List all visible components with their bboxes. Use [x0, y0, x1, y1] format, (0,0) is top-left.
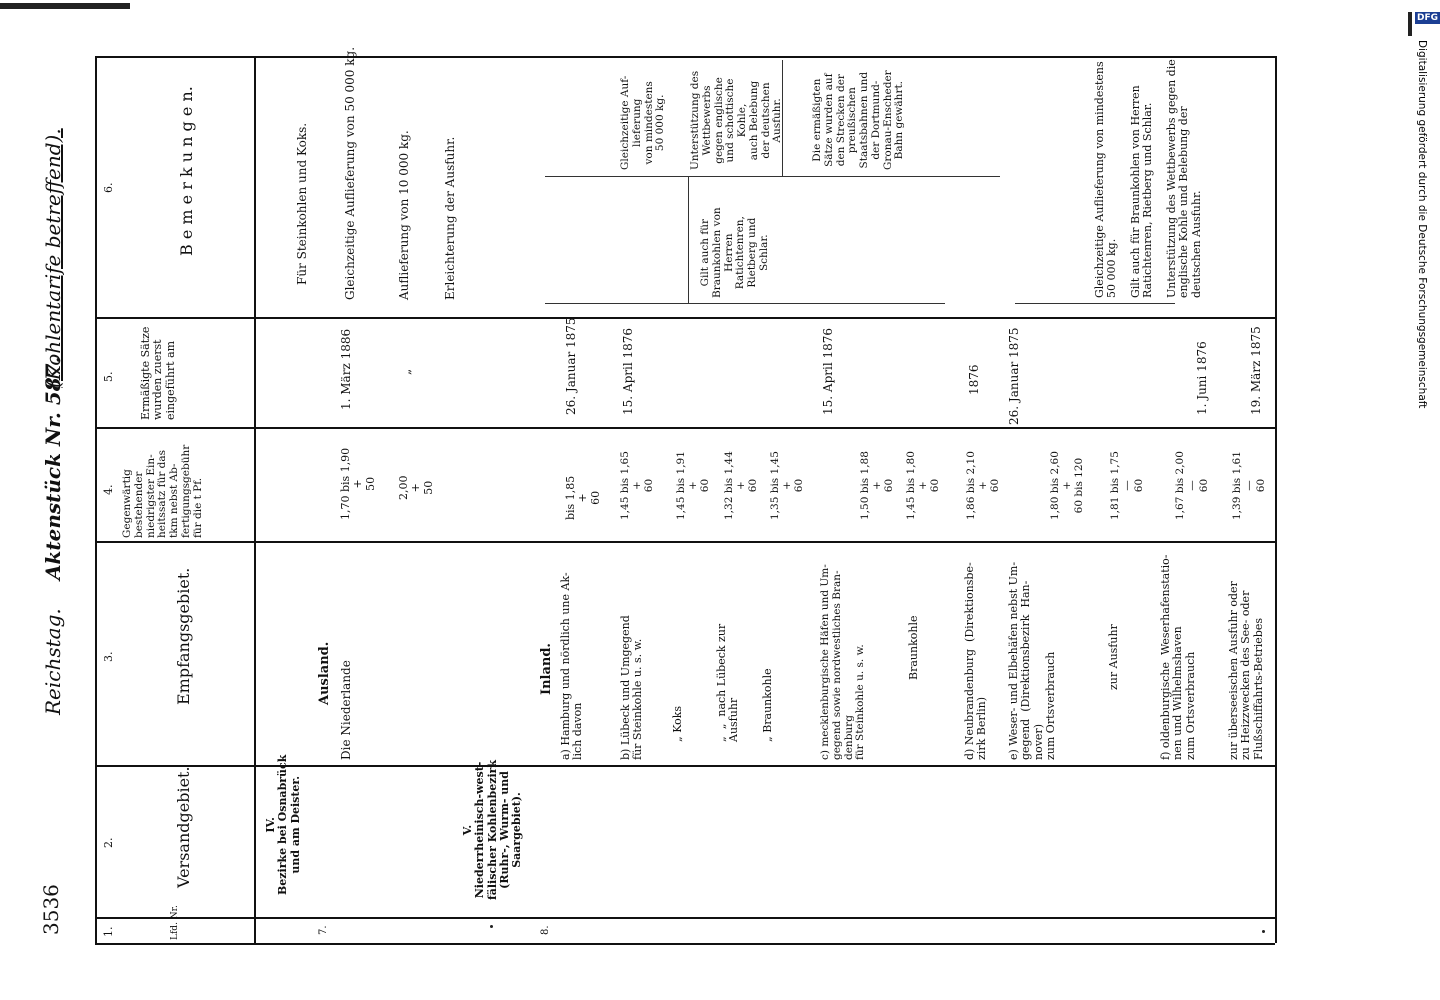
- row7-number: 7.: [318, 925, 329, 935]
- col-label-1: Lfd. Nr.: [170, 905, 180, 940]
- row8-c-datum: 15. April 1876: [821, 327, 835, 415]
- row7-satz-b: 2,00 + 50: [397, 475, 435, 500]
- col-label-6: B e m e r k u n g e n.: [177, 86, 196, 256]
- remarks-subrule-2: [545, 176, 1000, 177]
- remarks-subrule-3: [688, 176, 689, 304]
- col-label-2: Versandgebiet.: [174, 766, 193, 888]
- row8-f-datum: 1. Juni 1876: [1195, 341, 1209, 415]
- dfg-badge: DFG: [1417, 13, 1439, 23]
- rule-left: [95, 56, 97, 943]
- row8-b-satz-4: 1,35 bis 1,45 + 60: [769, 451, 805, 520]
- dot-mark-2: [1262, 930, 1265, 933]
- row7-empfang: Die Niederlande: [339, 660, 353, 760]
- row8-c-braun: Braunkohle: [907, 615, 920, 680]
- row8-e-empfang: e) Weser- und Elbehäfen nebst Um- gegend (Direktionsbezirk Han- nover) zum Ortsverbrauch: [1007, 561, 1057, 760]
- row8-section-inland: Inland.: [539, 643, 554, 695]
- col-number-5: 5.: [102, 371, 115, 382]
- row8-a-empfang: a) Hamburg und nördlich une Ak- lich davon: [559, 572, 585, 760]
- col-label-4: [122, 430, 204, 538]
- row7-datum: 1. März 1886: [339, 328, 353, 410]
- row8-b-empfang: b) Lübeck und Umgegend für Steinkohle u. s. w.: [619, 615, 645, 760]
- row8-f-empfang: f) oldenburgische Weserhafenstatio- nen und Wilhelmshaven zum Ortsverbrauch: [1159, 554, 1197, 760]
- row8-b-bem-4: Die ermäßigten Sätze wurden auf den Strecken der preußischen Staatsbahnen und der Dortmund- Gronau-Enscheder Bahn gewährt.: [811, 70, 906, 170]
- row8-versand: V. Niederrheinisch-west- fälischer Kohlenbezirk (Ruhr-, Wurm- und Saargebiet).: [461, 759, 524, 900]
- row8-e-satz-1: 1,80 bis 2,60 + 60 bis 120: [1049, 451, 1085, 520]
- row8-b-nach: „ „ nach Lübeck zur Ausfuhr: [715, 623, 741, 742]
- row8-b-bem-1: Gleichzeitige Auf- lieferung von mindestens 50 000 kg.: [619, 75, 667, 170]
- row7-bem-2: Auflieferung von 10 000 kg.: [397, 130, 411, 300]
- row8-number: 8.: [540, 925, 551, 935]
- remarks-subrule-1: [545, 303, 945, 304]
- row7-bem-header: Für Steinkohlen und Koks.: [295, 122, 309, 285]
- row8-g-empfang: zur überseeischen Ausfuhr oder zu Heizzwecken des See- oder Flußschiffahrts-Betriebes: [1227, 581, 1265, 760]
- row8-b-satz-2: 1,45 bis 1,91 + 60: [675, 451, 711, 520]
- row8-e-bem-2: Gilt auch für Braunkohlen von Herren Ratichtenren, Rietberg und Schlar.: [1129, 85, 1155, 298]
- row8-f-satz: 1,67 bis 2,00 — 60: [1174, 451, 1210, 520]
- row8-g-satz: 1,39 bis 1,61 — 60: [1231, 451, 1267, 520]
- col-label-5-text: Ermäßigte Sätze wurden zuerst eingeführt am: [139, 326, 177, 420]
- row8-c-satz-1: 1,50 bis 1,88 + 60: [859, 451, 895, 520]
- scan-edge-mark: [0, 3, 130, 9]
- row8-c-satz-2: 1,45 bis 1,80 + 60: [905, 451, 941, 520]
- remarks-subrule-5: [1015, 303, 1175, 304]
- row7-bem-1: Gleichzeitige Auflieferung von 50 000 kg.: [343, 46, 357, 300]
- col-number-1: 1.: [102, 926, 115, 937]
- col-sep-3-4: [95, 541, 1275, 543]
- dot-mark-1: [490, 925, 493, 928]
- rule-top: [95, 56, 1275, 58]
- header-right-title: (Kohlentarife betreffend).: [41, 128, 65, 388]
- rule-bottom: [95, 943, 1275, 945]
- row8-a-satz: bis 1,85 + 60: [564, 475, 602, 520]
- row8-b-datum: 15. April 1876: [621, 327, 635, 415]
- row8-d-datum: 1876: [967, 364, 981, 395]
- sidebar-credit: Digitalisierung gefördert durch die Deutsche Forschungsgemeinschaft: [1416, 40, 1428, 409]
- header-center-title: Aktenstück Nr. 587.: [41, 356, 65, 580]
- row8-e-satz-2: 1,81 bis 1,75 — 60: [1109, 451, 1145, 520]
- row8-e-bem-1: Gleichzeitige Auflieferung von mindestens 50 000 kg.: [1093, 61, 1119, 298]
- header-left-title: Reichstag.: [41, 608, 65, 715]
- col-number-4: 4.: [102, 484, 115, 495]
- row8-b-braun: „ Braunkohle: [761, 668, 774, 742]
- row8-b-bem-3: Gilt auch für Braunkohlen von Herren Ratichtenren, Rietberg und Schlar.: [699, 207, 770, 298]
- row8-b-satz-3: 1,32 bis 1,44 + 60: [723, 451, 759, 520]
- row8-d-satz: 1,86 bis 2,10 + 60: [965, 451, 1001, 520]
- col-sep-5-6: [95, 317, 1275, 319]
- row8-b-koks: „ Koks: [671, 705, 684, 742]
- col-sep-1-2: [95, 917, 1275, 919]
- col-label-5: [140, 325, 177, 420]
- row8-b-satz-1: 1,45 bis 1,65 + 60: [619, 451, 655, 520]
- col-sep-4-5: [95, 427, 1275, 429]
- row7-satz-a: 1,70 bis 1,90 + 50: [339, 447, 377, 520]
- scan-edge-mark-right: [1408, 12, 1412, 36]
- col-label-4-text: Gegenwärtig bestehender niedrigster Ein-heitssatz für das tkm nebst Ab-fertigungsgebühr für die t Pf.: [121, 444, 204, 538]
- page-number: 3536: [39, 884, 63, 935]
- row8-e-bem-3: Unterstützung des Wettbewerbs gegen die englische Kohle und Belebung der deutschen Ausfuhr.: [1165, 59, 1203, 298]
- row8-e-ausfuhr: zur Ausfuhr: [1107, 624, 1120, 690]
- col-label-3: Empfangsgebiet.: [174, 567, 193, 705]
- row8-c-empfang: c) mecklenburgische Häfen und Um- gegend sowie nordwestliches Bran- denburg für Steinkohle u. s. w.: [819, 564, 867, 760]
- row8-e-datum: 26. Januar 1875: [1007, 327, 1021, 425]
- row8-d-empfang: d) Neubrandenburg (Direktionsbe- zirk Berlin): [963, 562, 989, 760]
- row7-bem-3: Erleichterung der Ausfuhr.: [443, 136, 457, 300]
- row7-section-ausland: Ausland.: [317, 641, 332, 705]
- rule-right: [1275, 56, 1277, 943]
- col-number-6: 6.: [102, 182, 115, 193]
- row8-b-bem-2: Unterstützung des Wettbewerbs gegen englische und schottische Kohle, auch Belebung der deutschen Ausfuhr.: [689, 70, 784, 170]
- row8-a-datum: 26. Januar 1875: [564, 317, 578, 415]
- row8-g-datum: 19. März 1875: [1249, 326, 1263, 415]
- row7-versand: IV. Bezirke bei Osnabrück und am Deister.: [264, 754, 302, 895]
- row7-datum-b: „: [399, 368, 413, 375]
- col-number-3: 3.: [102, 651, 115, 662]
- rule-header-sep: [254, 56, 256, 943]
- col-number-2: 2.: [102, 837, 115, 848]
